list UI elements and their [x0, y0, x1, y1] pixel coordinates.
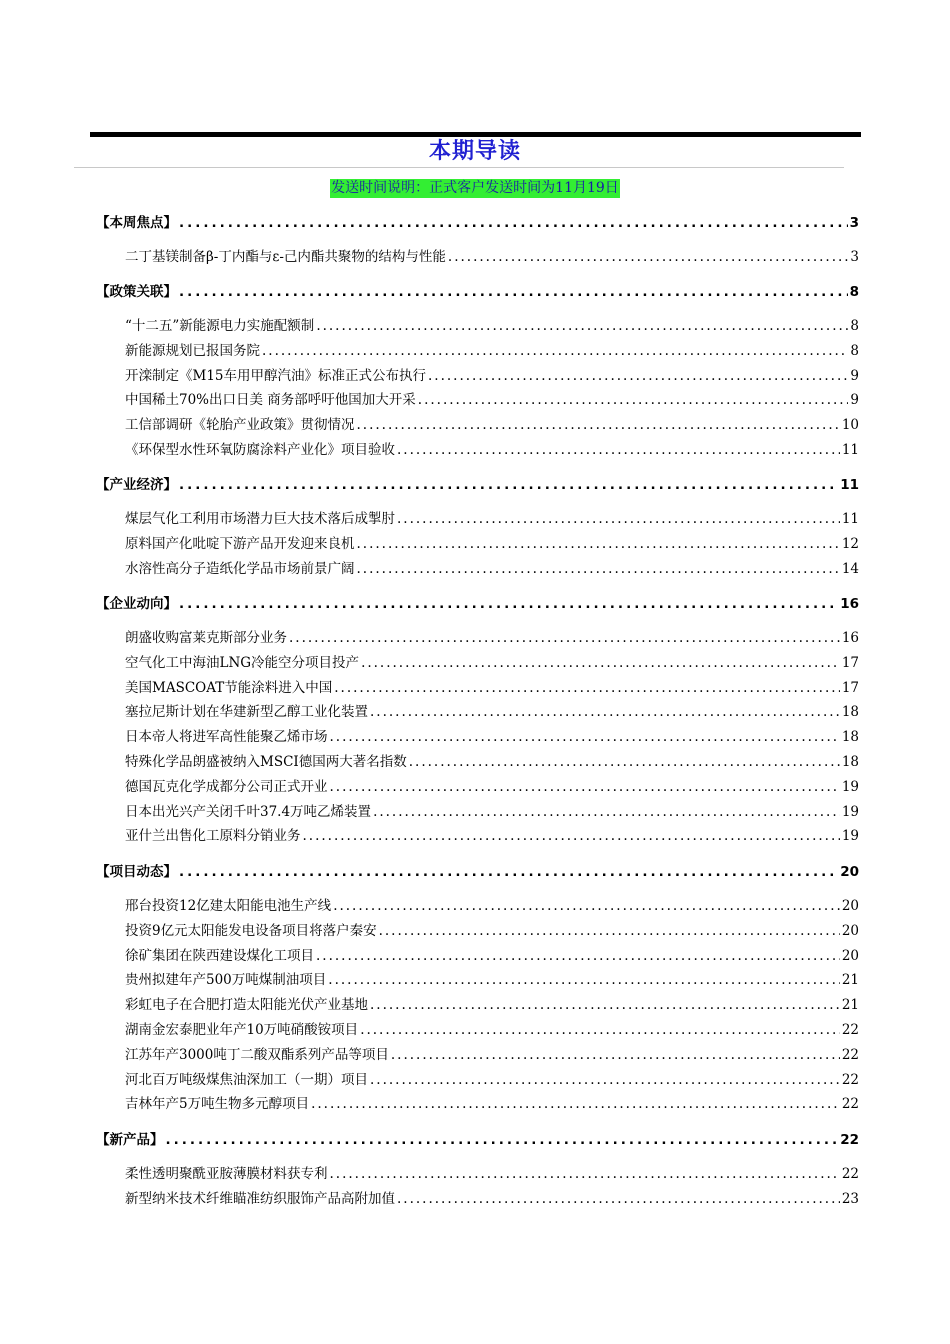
toc-leader-dots: [330, 728, 840, 746]
toc-leader-dots: [179, 283, 848, 301]
toc-item-title: 朗盛收购富莱克斯部分业务: [125, 630, 287, 646]
toc-item-title: 江苏年产3000吨丁二酸双酯系列产品等项目: [125, 1047, 389, 1063]
toc-leader-dots: [409, 753, 840, 771]
toc-leader-dots: [448, 248, 848, 266]
toc-item-page: 9: [850, 368, 859, 384]
toc-item-title: “十二五”新能源电力实施配额制: [125, 318, 315, 334]
toc-section-page: 22: [840, 1132, 859, 1148]
toc-item-title: 投资9亿元太阳能发电设备项目将落户秦安: [125, 923, 377, 939]
toc-item[interactable]: [125, 654, 859, 672]
toc-section-title: 【政策关联】: [96, 284, 177, 300]
toc-item-title: 日本出光兴产关闭千叶37.4万吨乙烯装置: [125, 804, 372, 820]
toc-item[interactable]: [125, 535, 859, 553]
toc-item[interactable]: [125, 947, 859, 965]
toc-leader-dots: [357, 535, 840, 553]
toc-section-title: 【项目动态】: [96, 864, 177, 880]
toc-item[interactable]: [125, 778, 859, 796]
toc-section[interactable]: [96, 476, 859, 494]
toc-item-page: 14: [841, 561, 859, 577]
toc-leader-dots: [303, 827, 840, 845]
toc-item-title: 徐矿集团在陕西建设煤化工项目: [125, 948, 314, 964]
toc-item[interactable]: [125, 629, 859, 647]
toc-item-title: 二丁基镁制备β-丁内酯与ε-己内酯共聚物的结构与性能: [125, 249, 446, 265]
toc-item-title: 开滦制定《M15车用甲醇汽油》标准正式公布执行: [125, 368, 427, 384]
toc-leader-dots: [262, 342, 848, 360]
toc-item-title: 河北百万吨级煤焦油深加工（一期）项目: [125, 1072, 368, 1088]
toc-item[interactable]: [125, 317, 859, 335]
toc-leader-dots: [316, 317, 848, 335]
toc-item[interactable]: [125, 510, 859, 528]
toc-leader-dots: [334, 679, 840, 697]
toc-item[interactable]: [125, 416, 859, 434]
toc-item-page: 10: [841, 417, 859, 433]
toc-item-title: 吉林年产5万吨生物多元醇项目: [125, 1096, 310, 1112]
toc-item-title: 新能源规划已报国务院: [125, 343, 260, 359]
toc-leader-dots: [333, 897, 840, 915]
toc-item[interactable]: [125, 971, 859, 989]
toc-item-page: 16: [841, 630, 859, 646]
toc-item[interactable]: [125, 1021, 859, 1039]
toc-item[interactable]: [125, 441, 859, 459]
toc-item[interactable]: [125, 1190, 859, 1208]
toc-item[interactable]: [125, 1165, 859, 1183]
toc-leader-dots: [166, 1131, 839, 1149]
toc-section-page: 3: [849, 215, 859, 231]
toc-section-page: 16: [840, 596, 859, 612]
toc-leader-dots: [418, 391, 849, 409]
toc-section-title: 【新产品】: [96, 1132, 164, 1148]
toc-section[interactable]: [96, 863, 859, 881]
page-title: 本期导读: [428, 139, 521, 164]
toc-item-page: 22: [841, 1096, 859, 1112]
toc-item[interactable]: [125, 996, 859, 1014]
toc-item-page: 3: [850, 249, 859, 265]
toc-item-page: 23: [841, 1191, 859, 1207]
toc-item-page: 18: [841, 754, 859, 770]
toc-item-page: 19: [841, 779, 859, 795]
toc-leader-dots: [179, 214, 848, 232]
toc-item-page: 11: [841, 442, 859, 458]
toc-item[interactable]: [125, 897, 859, 915]
toc-item-title: 湖南金宏泰肥业年产10万吨硝酸铵项目: [125, 1022, 359, 1038]
toc-leader-dots: [330, 1165, 840, 1183]
toc-item-page: 22: [841, 1072, 859, 1088]
toc-item[interactable]: [125, 703, 859, 721]
toc-item-page: 18: [841, 729, 859, 745]
toc-leader-dots: [289, 629, 840, 647]
toc-leader-dots: [397, 510, 840, 528]
toc-item[interactable]: [125, 1095, 859, 1113]
toc-section-page: 8: [849, 284, 859, 300]
toc-item-title: 原料国产化吡啶下游产品开发迎来良机: [125, 536, 355, 552]
toc-section[interactable]: [96, 283, 859, 301]
toc-item[interactable]: [125, 922, 859, 940]
send-time-notice: 发送时间说明：正式客户发送时间为11月19日: [331, 180, 619, 196]
toc-item-title: 《环保型水性环氧防腐涂料产业化》项目验收: [125, 442, 395, 458]
toc-section-page: 20: [840, 864, 859, 880]
toc-item-title: 煤层气化工利用市场潜力巨大技术落后成掣肘: [125, 511, 395, 527]
toc-item-page: 21: [841, 997, 859, 1013]
toc-item-page: 18: [841, 704, 859, 720]
toc-item-title: 彩虹电子在合肥打造太阳能光伏产业基地: [125, 997, 368, 1013]
toc-item-page: 20: [841, 948, 859, 964]
toc-leader-dots: [379, 922, 840, 940]
toc-item[interactable]: [125, 728, 859, 746]
toc-item[interactable]: [125, 753, 859, 771]
toc-item-page: 22: [841, 1166, 859, 1182]
toc-item-page: 17: [841, 680, 859, 696]
toc-leader-dots: [360, 1021, 840, 1039]
toc-item-title: 空气化工中海油LNG冷能空分项目投产: [125, 655, 360, 671]
toc-section-page: 11: [840, 477, 859, 493]
toc-item-title: 日本帝人将进军高性能聚乙烯市场: [125, 729, 328, 745]
toc-item[interactable]: [125, 342, 859, 360]
toc-item-page: 19: [841, 828, 859, 844]
toc-item[interactable]: [125, 1046, 859, 1064]
toc-item-title: 中国稀土70%出口日美 商务部呼吁他国加大开采: [125, 392, 416, 408]
toc-leader-dots: [328, 971, 840, 989]
toc-item[interactable]: [125, 803, 859, 821]
toc-section-title: 【企业动向】: [96, 596, 177, 612]
toc-leader-dots: [370, 996, 840, 1014]
toc-section[interactable]: [96, 595, 859, 613]
toc-leader-dots: [361, 654, 840, 672]
toc-item-page: 8: [850, 318, 859, 334]
toc-section-title: 【本周焦点】: [96, 215, 177, 231]
toc-item-page: 11: [841, 511, 859, 527]
toc-leader-dots: [373, 803, 840, 821]
toc-leader-dots: [357, 416, 840, 434]
toc-item-page: 21: [841, 972, 859, 988]
toc-item-page: 17: [841, 655, 859, 671]
toc-leader-dots: [316, 947, 840, 965]
toc-leader-dots: [397, 441, 840, 459]
toc-leader-dots: [428, 367, 848, 385]
toc-item-title: 工信部调研《轮胎产业政策》贯彻情况: [125, 417, 355, 433]
toc-item-title: 水溶性高分子造纸化学品市场前景广阔: [125, 561, 355, 577]
toc-item-title: 美国MASCOAT节能涂料进入中国: [125, 680, 333, 696]
toc-item[interactable]: [125, 679, 859, 697]
toc-section-title: 【产业经济】: [96, 477, 177, 493]
toc-item[interactable]: [125, 827, 859, 845]
toc-item-title: 邢台投资12亿建太阳能电池生产线: [125, 898, 332, 914]
toc-leader-dots: [391, 1046, 840, 1064]
toc-item-title: 新型纳米技术纤维瞄准纺织服饰产品高附加值: [125, 1191, 395, 1207]
toc-leader-dots: [311, 1095, 840, 1113]
toc-item[interactable]: [125, 391, 859, 409]
toc-section[interactable]: [96, 214, 859, 232]
toc-item-page: 12: [841, 536, 859, 552]
toc-item[interactable]: [125, 367, 859, 385]
toc-item[interactable]: [125, 248, 859, 266]
toc-item-page: 20: [841, 898, 859, 914]
toc-leader-dots: [397, 1190, 840, 1208]
toc-item-page: 20: [841, 923, 859, 939]
toc-leader-dots: [330, 778, 840, 796]
toc-leader-dots: [179, 863, 838, 881]
toc-item-title: 亚什兰出售化工原料分销业务: [125, 828, 301, 844]
toc-item-page: 22: [841, 1022, 859, 1038]
toc-leader-dots: [179, 476, 838, 494]
toc-leader-dots: [370, 703, 840, 721]
toc-section[interactable]: [96, 1131, 859, 1149]
send-time-notice-row: [0, 177, 950, 198]
toc-leader-dots: [370, 1071, 840, 1089]
toc-leader-dots: [357, 560, 840, 578]
toc-item-title: 塞拉尼斯计划在华建新型乙醇工业化装置: [125, 704, 368, 720]
title-divider: [74, 167, 844, 168]
toc-item-title: 贵州拟建年产500万吨煤制油项目: [125, 972, 327, 988]
toc-item[interactable]: [125, 560, 859, 578]
toc-item-title: 特殊化学品朗盛被纳入MSCI德国两大著名指数: [125, 754, 407, 770]
toc-item-page: 22: [841, 1047, 859, 1063]
toc-leader-dots: [179, 595, 838, 613]
toc-item-title: 柔性透明聚酰亚胺薄膜材料获专利: [125, 1166, 328, 1182]
toc-item-page: 19: [841, 804, 859, 820]
toc-item-page: 9: [850, 392, 859, 408]
toc-item-page: 8: [850, 343, 859, 359]
toc-item-title: 德国瓦克化学成都分公司正式开业: [125, 779, 328, 795]
toc-item[interactable]: [125, 1071, 859, 1089]
